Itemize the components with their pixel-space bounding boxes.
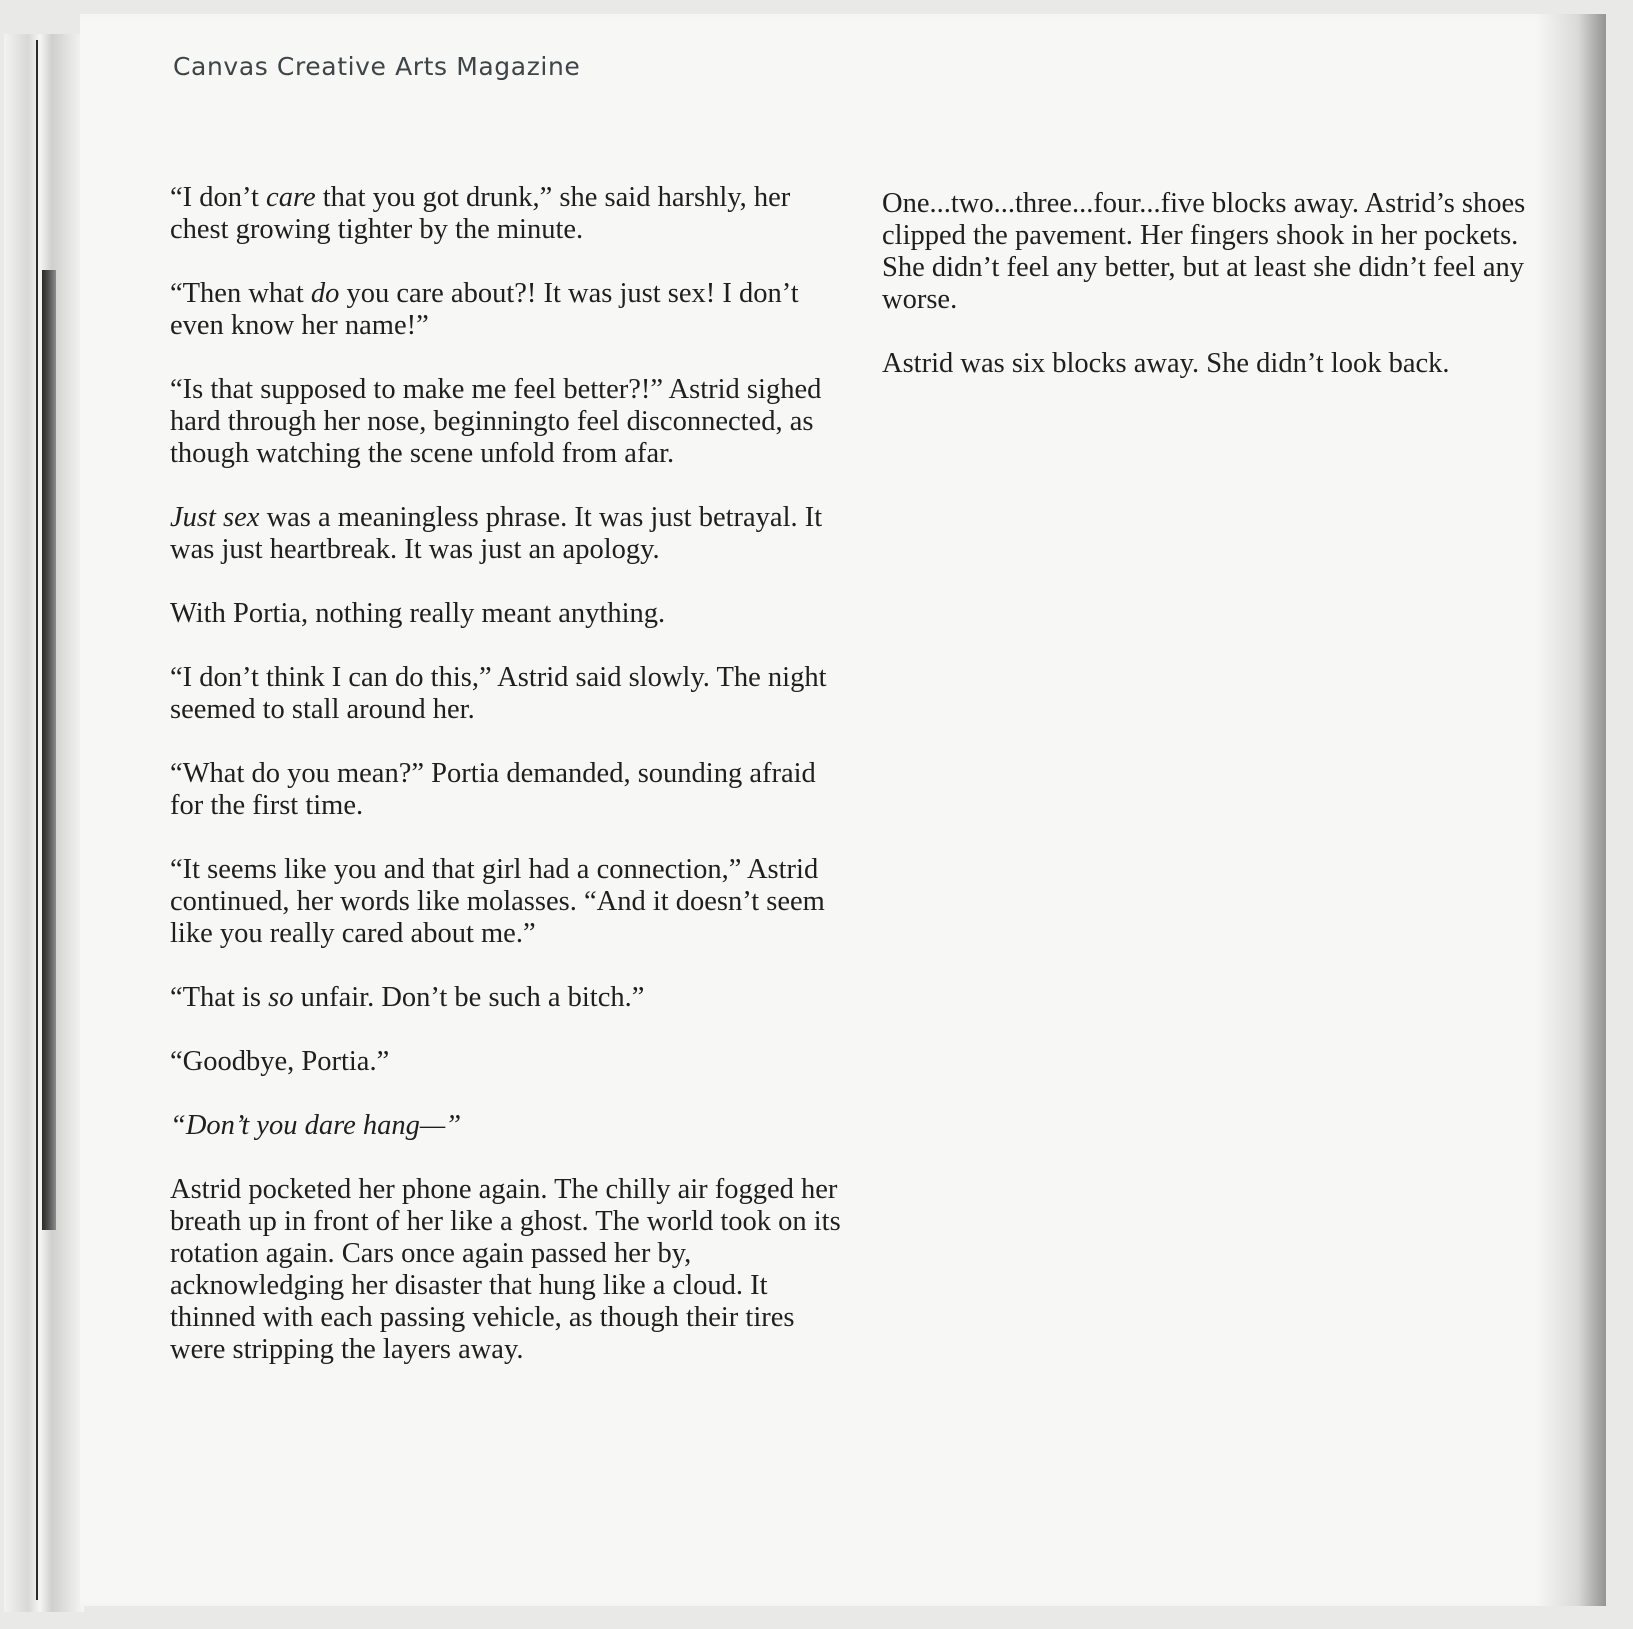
spine-line bbox=[36, 40, 38, 1600]
right-column bbox=[882, 188, 1532, 412]
page-curl-shadow bbox=[1536, 14, 1606, 1606]
paragraph: Astrid pocketed her phone again. The chilly air fogged her breath up in front of her like a ghost. The world took on its rotation again. Cars once again passed her by, acknowledging her disaster that hung like a cloud. It thinned with each passing vehicle, as though their tires were stripping the layers away. bbox=[170, 1174, 841, 1365]
paragraph: “What do you mean?” Portia demanded, sounding afraid for the first time. bbox=[170, 758, 816, 821]
paragraph: “I don’t care that you got drunk,” she said harshly, her chest growing tighter by the minute. bbox=[170, 182, 791, 245]
paragraph: “Goodbye, Portia.” bbox=[170, 1046, 390, 1077]
paragraph: With Portia, nothing really meant anything. bbox=[170, 598, 666, 629]
paragraph: “I don’t think I can do this,” Astrid said slowly. The night seemed to stall around her. bbox=[170, 662, 827, 725]
paragraph: “Don’t you dare hang—” bbox=[170, 1110, 462, 1141]
paragraph: “Then what do you care about?! It was just sex! I don’t even know her name!” bbox=[170, 278, 799, 341]
magazine-title: Canvas Creative Arts Magazine bbox=[173, 52, 581, 81]
paragraph: One...two...three...four...five blocks away. Astrid’s shoes clipped the pavement. Her fingers shook in her pockets. She didn’t feel any better, but at least she didn’t feel any worse. bbox=[882, 188, 1526, 315]
paragraph: “It seems like you and that girl had a connection,” Astrid continued, her words like molasses. “And it doesn’t seem like you really cared about me.” bbox=[170, 854, 825, 949]
paragraph: Just sex was a meaningless phrase. It was just betrayal. It was just heartbreak. It was just an apology. bbox=[170, 502, 823, 565]
spine-binding bbox=[42, 270, 56, 1230]
paragraph: “Is that supposed to make me feel better?!” Astrid sighed hard through her nose, beginningto feel disconnected, as though watching the scene unfold from afar. bbox=[170, 374, 822, 469]
paragraph: “That is so unfair. Don’t be such a bitch.” bbox=[170, 982, 645, 1013]
paragraph: Astrid was six blocks away. She didn’t look back. bbox=[882, 348, 1450, 379]
left-column bbox=[170, 182, 850, 1398]
magazine-page bbox=[80, 14, 1606, 1606]
